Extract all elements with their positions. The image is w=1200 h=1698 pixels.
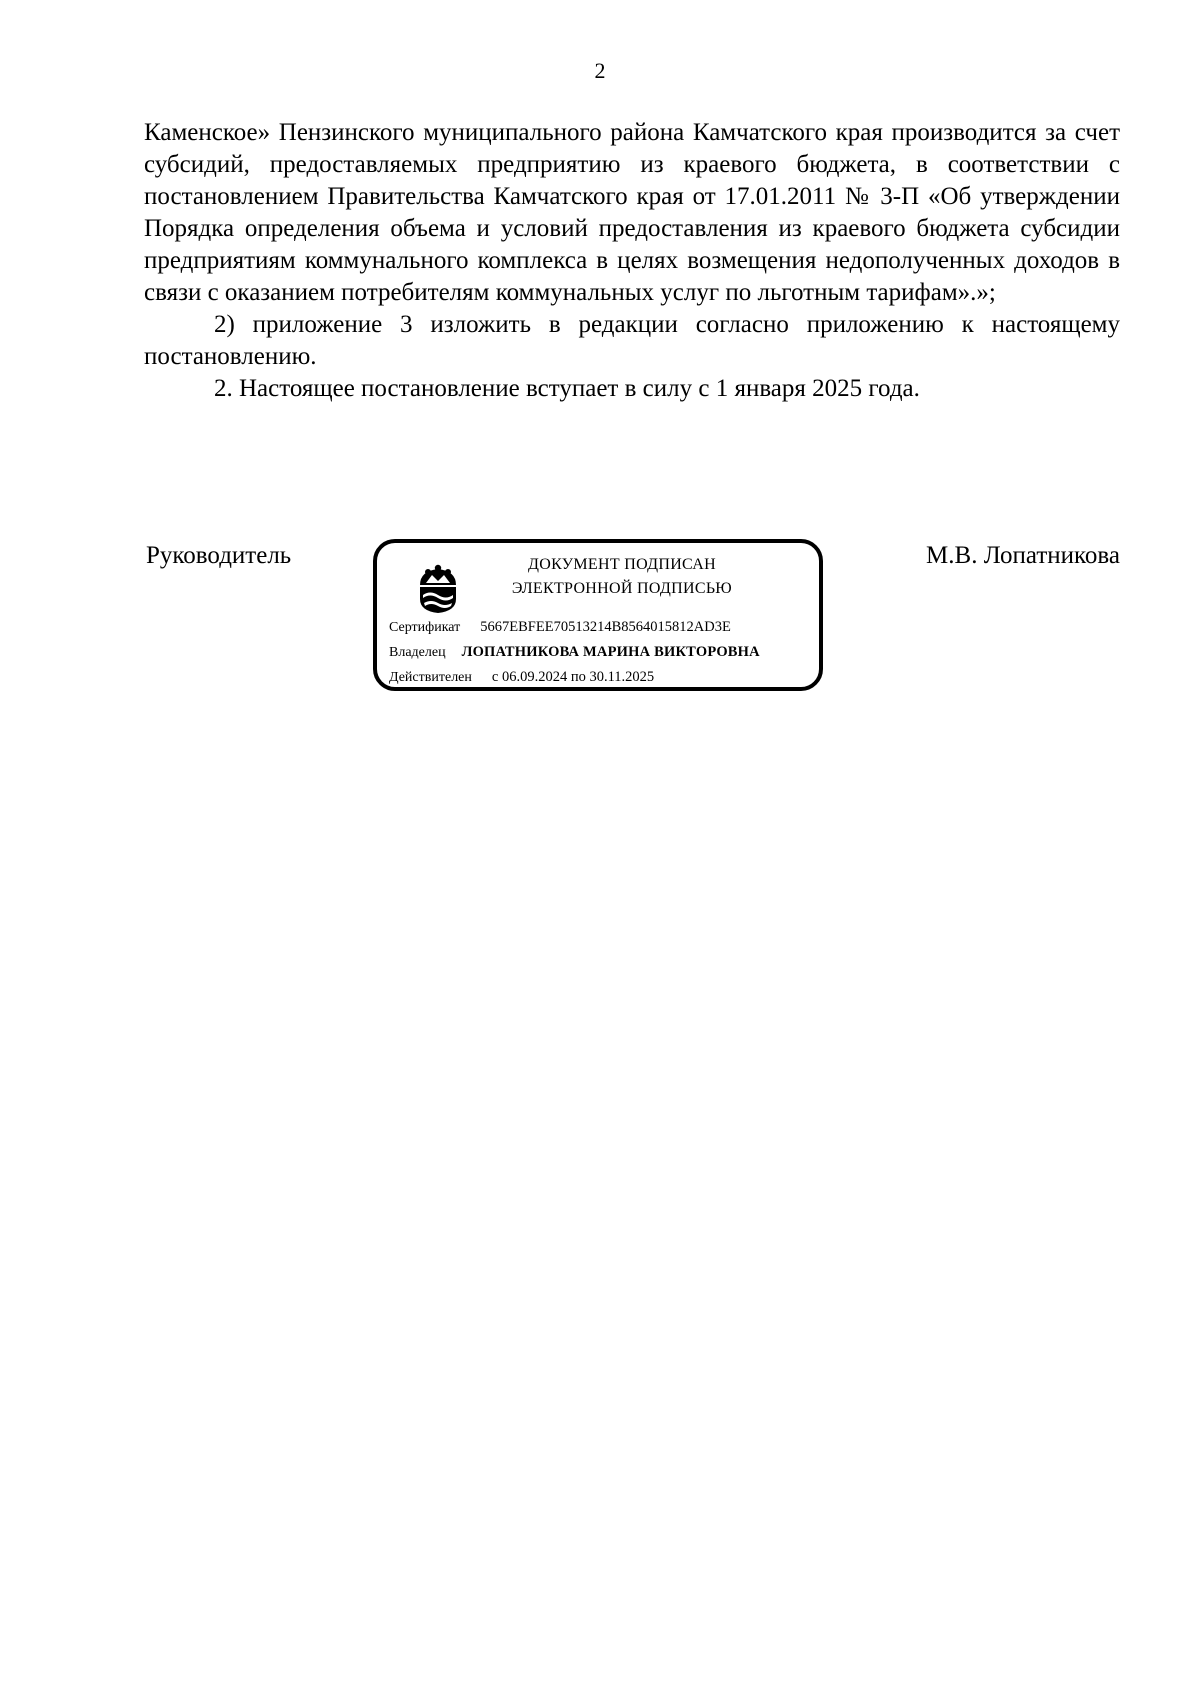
stamp-owner-row [389,642,760,663]
stamp-validity-row [389,667,654,688]
certificate-label: Сертификат [389,620,461,635]
owner-value: ЛОПАТНИКОВА МАРИНА ВИКТОРОВНА [461,644,760,660]
certificate-value: 5667EBFEE70513214B8564015812AD3E [480,619,731,635]
electronic-signature-stamp [373,539,823,691]
signer-name: М.В. Лопатникова [926,542,1120,569]
stamp-header-line2: ЭЛЕКТРОННОЙ ПОДПИСЬЮ [511,580,733,597]
coat-of-arms-icon [414,563,462,615]
stamp-header-line1: ДОКУМЕНТ ПОДПИСАН [528,556,716,573]
paragraph-effective-date: 2. Настоящее постановление вступает в силу с 1 января 2025 года. [214,375,920,402]
paragraph-continuation: Каменское» Пензинского муниципального района Камчатского края производится за счет субсидий, предоставляемых предприятию из краевого бюджета, в соответствии с постановлением Правительства Камчатского края от 17.01.2011 № 3-П «Об утверждении Порядка определения объема и условий предоставления из краевого бюджета субсидии предприятиям коммунального комплекса в целях возмещения недополученных доходов в связи с оказанием потребителям коммунальных услуг по льготным тарифам».»; [144,119,1120,306]
stamp-certificate-row [389,617,731,638]
owner-label: Владелец [389,645,446,660]
signer-title: Руководитель [146,542,292,569]
validity-value: с 06.09.2024 по 30.11.2025 [491,669,655,685]
validity-label: Действителен [389,670,472,685]
page-number: 2 [594,58,606,83]
paragraph-item-2: 2) приложение 3 изложить в редакции согласно приложению к настоящему постановлению. [144,311,1120,370]
document-body [144,117,1120,405]
